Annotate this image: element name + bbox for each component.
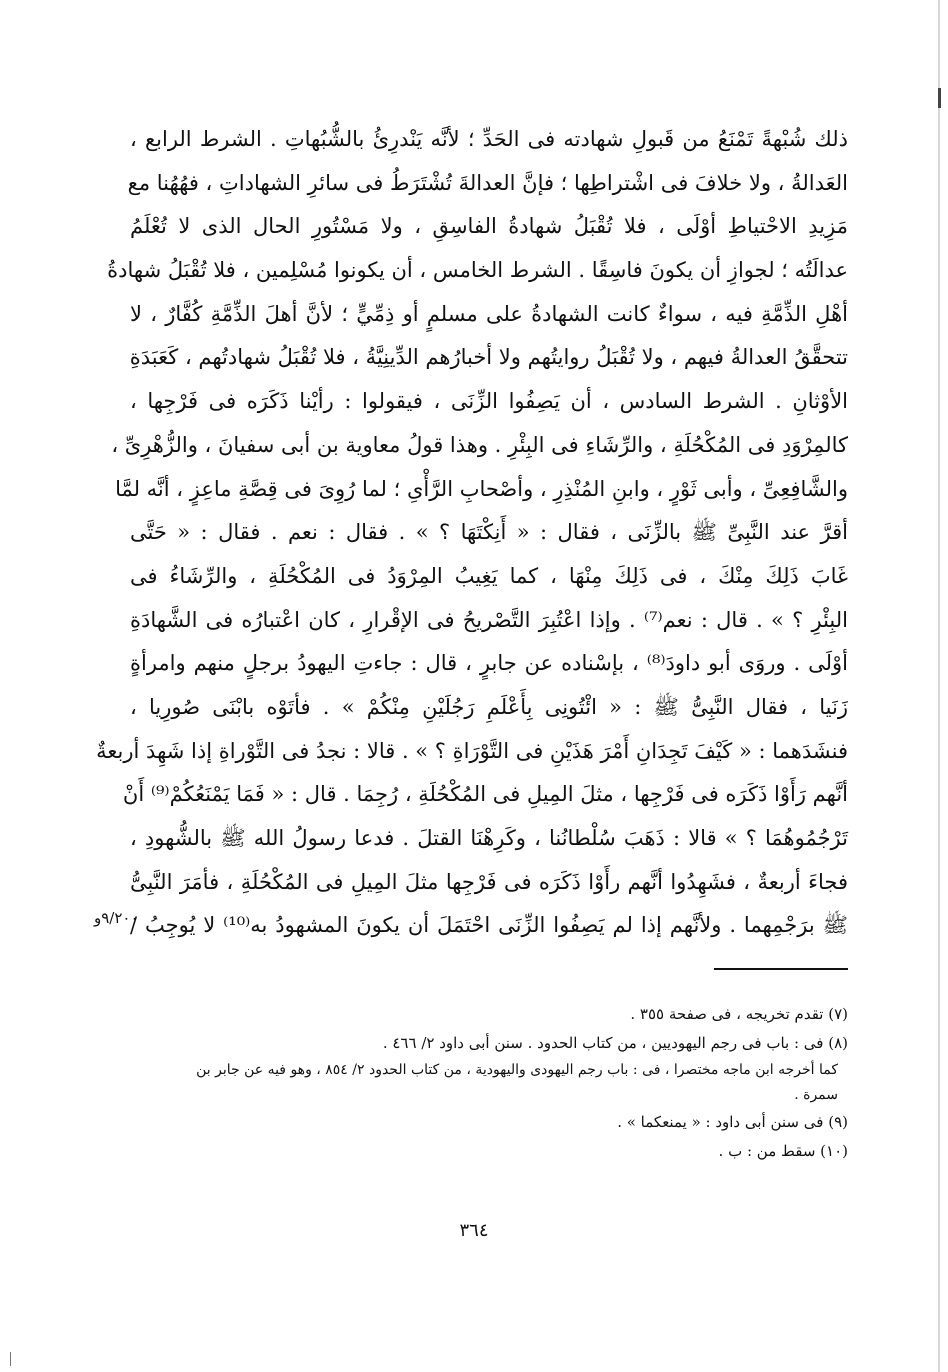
body-line: فجاءَ أربعةٌ ، فشَهِدُوا أنَّهم رأَوْا ذَكَرَه فى فَرْجِها مثلَ المِيلِ فى المُكْحُلَةِ ، فأمَرَ النَّبِىُّ	[130, 869, 848, 894]
body-line: تَرْجُمُوهُمَا ؟ » قالا : ذَهَبَ سُلْطانُنا ، وكَرِهْنَا القتلَ . فدعا رسولُ الله ﷺ بالشُّهودِ ،	[130, 826, 848, 850]
footnote-separator	[714, 968, 848, 970]
body-line: ﷺ برَجْمِهما . ولأنَّهم إذا لم يَصِفُوا الزِّنَى احْتَمَلَ أن يكونَ المشهودُ به⁽¹⁰⁾ لا يُوجِبُ /	[130, 913, 848, 938]
body-line: غَابَ ذَلِكَ مِنْكَ ، فى ذَلِكَ مِنْهَا ، كما يَغِيبُ المِرْوَدُ فى المُكْحُلَةِ ، والرِّشَاءُ فى	[130, 563, 848, 588]
body-line: أهْلِ الذِّمَّةِ فيه ، سواءٌ كانت الشهادةُ على مسلمٍ أو ذِمِّيٍّ ؛ لأنَّ أهلَ الذِّمَّةِ كُفَّارٌ ، لا	[130, 301, 848, 326]
footnote-10: (١٠) سقط من : ب .	[718, 1142, 848, 1160]
body-line: عدالَتُه ؛ لجوازِ أن يكونَ فاسِقًا . الشرط الخامس ، أن يكونوا مُسْلِمين ، فلا تُقْبَلُ شهادةُ	[107, 258, 848, 283]
body-line: العَدالةُ ، ولا خلافَ فى اشْتراطِها ؛ فإنَّ العدالةَ تُشْتَرَطُ فى سائرِ الشهاداتِ ، فهُهُنا مع	[127, 170, 848, 195]
page-number: ٣٦٤	[459, 1220, 489, 1241]
body-line: كالمِرْوَدِ فى المُكْحُلَةِ ، والرِّشَاءِ فى البِئْرِ . وهذا قولُ معاوية بن أبى سفيانَ ، والزُّهْرِىِّ ،	[111, 432, 848, 457]
body-line: فنشَدَهما : « كَيْفَ تَجِدَانِ أَمْرَ هَذَيْنِ فى التَّوْرَاةِ ؟ » . قالا : نجدُ فى التَّوْراةِ إذا شَهِدَ أربعةٌ	[96, 738, 848, 763]
body-line: أوْلَى . وروَى أبو داودَ⁽⁸⁾ ، بإسْناده عن جابرٍ ، قال : جاءتِ اليهودُ برجلٍ منهم وامرأةٍ	[130, 651, 848, 676]
body-line: زَنَيا ، فقال النَّبِىُّ ﷺ : « ائْتُونِى بِأَعْلَمِ رَجُلَيْنِ مِنْكُمْ » . فأتَوْه بابْنَى صُورِيا ،	[130, 694, 848, 719]
footnote-9: (٩) فى سنن أبى داود : « يمنعكما » .	[617, 1113, 848, 1131]
body-line: أنَّهم رَأَوْا ذَكَرَه فى فَرْجِها ، مثلَ المِيلِ فى المُكْحُلَةِ ، رُجِمَا . قال : « فَمَا يَمْنَعُكُمْ⁽⁹⁾ أَنْ	[122, 782, 848, 807]
body-line: مَزِيدِ الاحْتياطِ أوْلَى ، فلا تُقْبَلُ شهادةُ الفاسِقِ ، ولا مَسْتُورِ الحال الذى لا تُعْلَمُ	[130, 214, 848, 239]
body-line: تتحقَّقُ العدالةُ فيهم ، ولا تُقْبَلُ روايتُهم ولا أخبارُهم الدِّينِيَّةُ ، فلا تُقْبَلُ شهادتُهم ، كَعَبَدَةِ	[129, 345, 848, 370]
footnote-8: (٨) فى : باب فى رجم اليهوديين ، من كتاب الحدود . سنن أبى داود ٢/ ٤٦٦ .	[382, 1034, 848, 1052]
footnote-7: (٧) تقدم تخريجه ، فى صفحة ٣٥٥ .	[630, 1005, 848, 1023]
body-line: الأوْثانِ . الشرط السادس ، أن يَصِفُوا الزِّنَى ، فيقولوا : رأيْنا ذَكَرَه فى فَرْجِها ،	[130, 389, 848, 414]
scan-edge-line	[938, 0, 940, 1372]
scan-corner-tick	[10, 1352, 11, 1366]
manuscript-folio-note: ٩/٢٠٠و	[94, 909, 139, 927]
body-line: والشَّافِعِىِّ ، وأبى ثَوْرٍ ، وابنِ المُنْذِرِ ، وأصْحابِ الرَّأْىِ ؛ لما رُوِىَ فى قِصَّةِ ماعِزٍ ، أنَّه لمَّا	[115, 476, 848, 501]
footnote-8-continuation: كما أخرجه ابن ماجه مختصرا ، فى : باب رجم اليهودى واليهودية ، من كتاب الحدود ٢/ ٨٥٤ ، وهو فيه عن جابر بن	[196, 1062, 838, 1078]
body-line: ذلك شُبْهةً تَمْنَعُ من قَبولِ شهادته فى الحَدِّ ؛ لأنَّه يَنْدرِئُ بالشُّبُهاتِ . الشرط الرابع ،	[130, 127, 848, 151]
body-line: البِئْرِ ؟ » . قال : نعم⁽⁷⁾ . وإذا اعْتُبِرَ التَّصْريحُ فى الإقْرارِ ، كان اعْتبارُه فى الشَّهادَةِ	[130, 607, 848, 632]
footnote-8-continuation-end: سمرة .	[794, 1087, 838, 1103]
scan-edge-tick	[938, 88, 941, 108]
body-line: أقرَّ عند النَّبِىِّ ﷺ بالزِّنَى ، فقال : « أَنِكْتَهَا ؟ » . فقال : نعم . فقال : « حَتَّى	[130, 520, 848, 545]
footnotes-block	[130, 1000, 848, 1166]
